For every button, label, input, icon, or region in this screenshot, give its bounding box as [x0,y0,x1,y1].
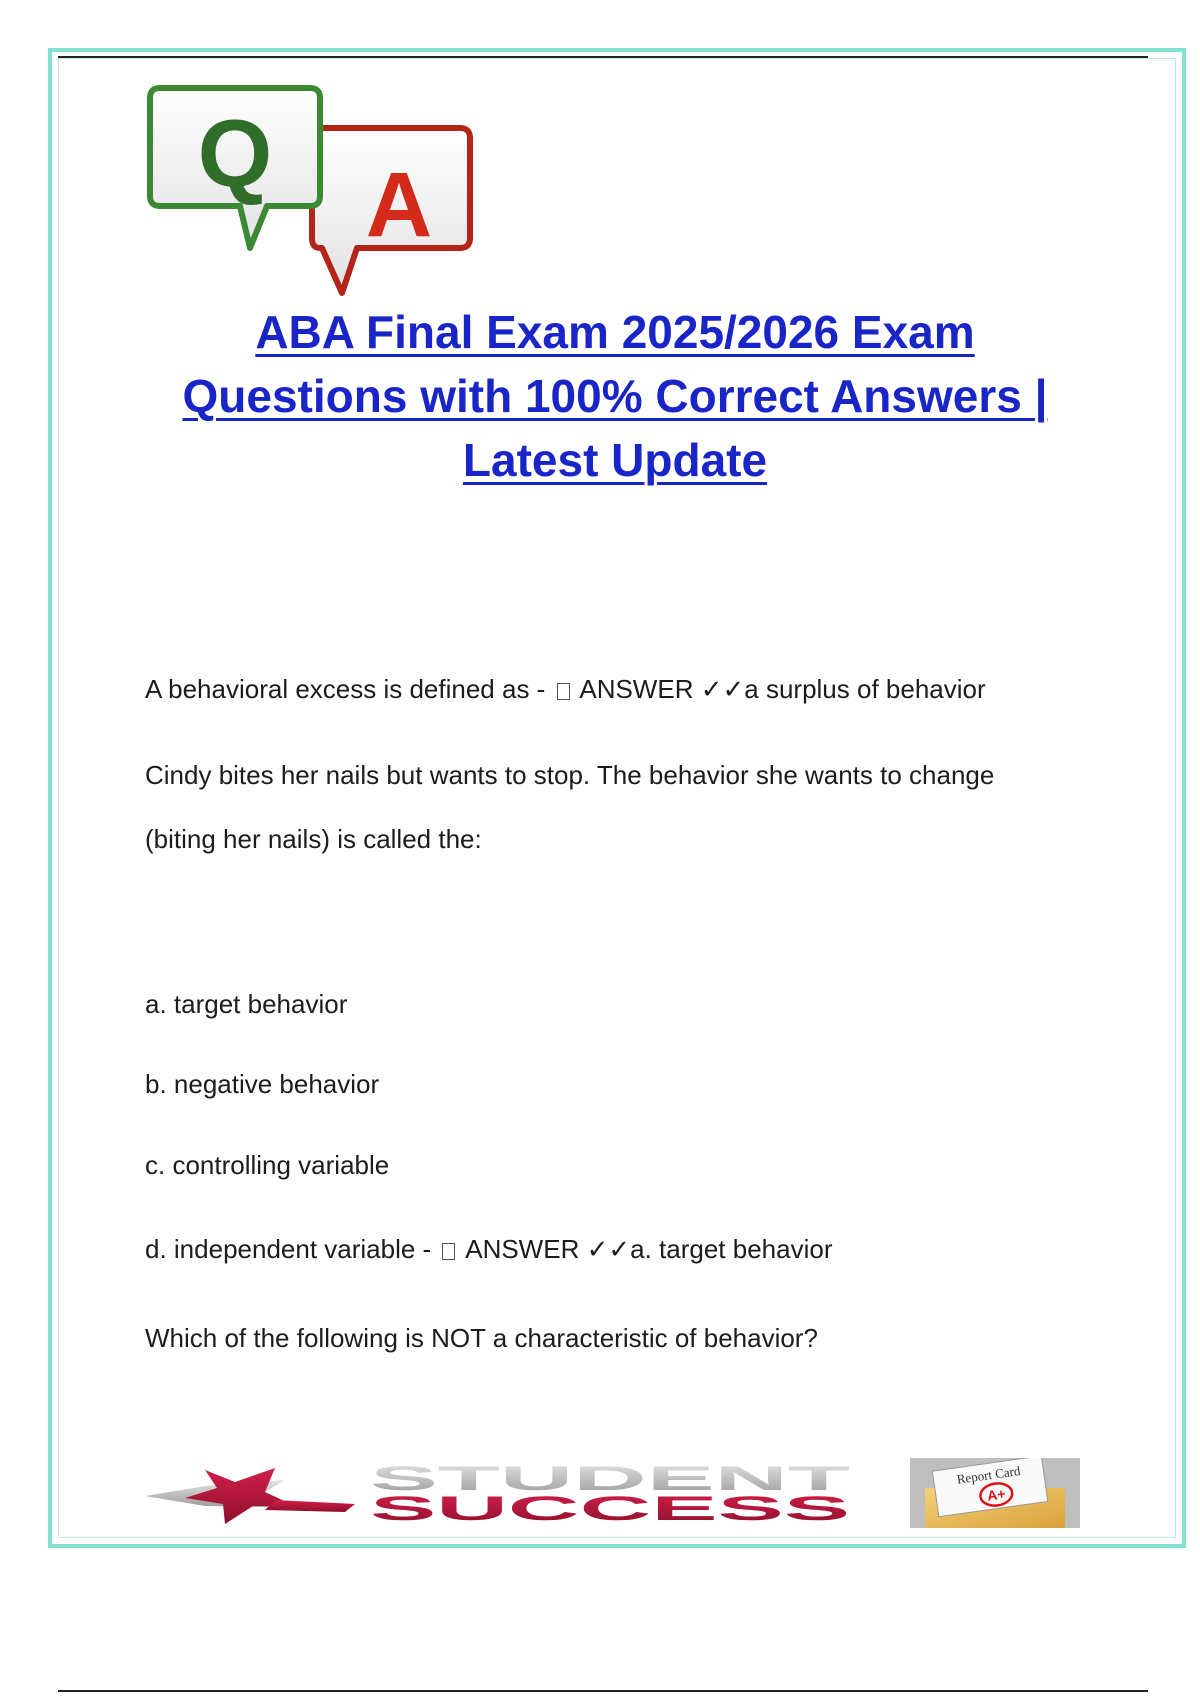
q-bubble-icon [150,88,320,248]
option-c: c. controlling variable [145,1150,390,1180]
banner-word-student: STUDENT [370,1460,851,1498]
question-2-line-2: (biting her nails) is called the: [145,824,482,854]
banner-word-success: SUCCESS [370,1490,850,1528]
question-1 [145,670,986,708]
q-letter: Q [197,100,273,207]
report-card-grade: A+ [986,1485,1007,1504]
star-swoosh-icon [145,1468,355,1524]
answer-label: ANSWER ✓✓ [573,674,745,704]
top-rule [58,56,1148,58]
option-b: b. negative behavior [145,1069,380,1099]
question-1-answer: a surplus of behavior [744,674,986,704]
option-d-text: d. independent variable - [145,1234,439,1264]
qa-speech-bubbles-icon [142,78,512,308]
answer-label: ANSWER ✓✓ [459,1234,631,1264]
option-a: a. target behavior [145,989,348,1019]
document-title[interactable] [140,300,1090,492]
question-1-text: A behavioral excess is defined as - [145,674,553,704]
question-2-answer: a. target behavior [630,1234,833,1264]
a-letter: A [365,154,433,256]
report-card-icon [910,1458,1080,1528]
title-line-3[interactable]: Latest Update [462,434,768,486]
question-2-line-1: Cindy bites her nails but wants to stop. The behavior she wants to change [145,760,995,790]
question-3: Which of the following is NOT a characteristic of behavior? [145,1323,818,1353]
report-card-label: Report Card [955,1463,1022,1487]
box-glyph-icon [442,1243,455,1260]
bottom-rule [58,1690,1148,1692]
option-d [145,1230,833,1268]
box-glyph-icon [557,683,570,700]
title-line-1[interactable]: ABA Final Exam 2025/2026 Exam [255,306,975,358]
title-line-2[interactable]: Questions with 100% Correct Answers | [182,370,1048,422]
student-success-banner-icon [145,1458,1080,1528]
a-bubble-icon [312,128,470,293]
